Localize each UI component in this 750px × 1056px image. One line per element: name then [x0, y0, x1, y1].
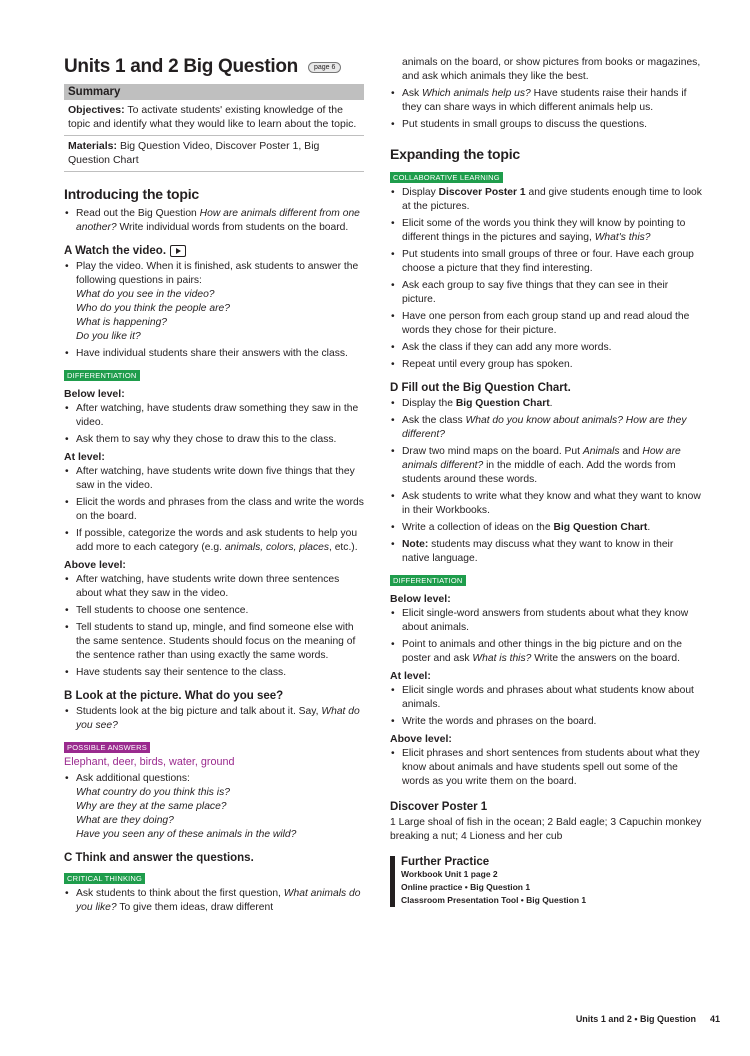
- list-item: [390, 445, 702, 487]
- list-item: [64, 705, 364, 733]
- list-item: [64, 260, 364, 344]
- text: Write the answers on the board.: [531, 653, 680, 664]
- text: Display: [402, 187, 439, 198]
- list-item: • Elicit the words and phrases from the class and write the words on the board.: [64, 496, 364, 524]
- at-level-label: At level:: [64, 451, 105, 463]
- think-list-cont: [390, 87, 702, 132]
- further-practice-heading: Further Practice: [401, 856, 490, 868]
- text: Read out the Big Question: [76, 208, 200, 219]
- text: Write individual words from students on the board.: [116, 222, 349, 233]
- watch-heading-text: A Watch the video.: [64, 245, 167, 257]
- list-item: [390, 521, 702, 535]
- page-reference-badge: page 6: [308, 62, 341, 73]
- collaborative-learning-tag: COLLABORATIVE LEARNING: [390, 172, 503, 183]
- text: animals, colors, places: [224, 542, 329, 553]
- text: What do you see?: [76, 706, 360, 731]
- list-item: • Tell students to stand up, mingle, and find someone else with the same sentence. Students should focus on the meaning of the sentence rather than using exactly the same words.: [64, 621, 364, 663]
- further-practice-line: Classroom Presentation Tool • Big Question 1: [401, 895, 587, 905]
- objectives-label: Objectives:: [68, 104, 125, 116]
- list-item: • Ask the class if they can add any more words.: [390, 341, 702, 355]
- text: .: [549, 398, 553, 409]
- list-item: • Elicit phrases and short sentences from students about what they know about animals and have students spell out some of the words as you write them on the board.: [390, 747, 702, 789]
- text: Big Question Chart: [553, 522, 648, 533]
- title-row: [64, 56, 364, 78]
- question: What do you see in the video?: [76, 289, 215, 300]
- expanding-heading: Expanding the topic: [390, 146, 520, 162]
- below-level-label: Below level:: [64, 388, 125, 400]
- list-item: [64, 772, 364, 842]
- materials-text: Big Question Video, Discover Poster 1, Big Question Chart: [68, 140, 320, 166]
- below-level-list: [390, 607, 702, 666]
- list-item: [390, 538, 702, 566]
- text: Which animals help us?: [422, 88, 531, 99]
- list-item: • Have students say their sentence to the class.: [64, 666, 364, 680]
- at-level-list: [390, 684, 702, 729]
- critical-thinking-tag: CRITICAL THINKING: [64, 873, 145, 884]
- list-item: [390, 87, 702, 115]
- list-item: • Write the words and phrases on the board.: [390, 715, 702, 729]
- list-item: • Ask them to say why they chose to draw this to the class.: [64, 433, 364, 447]
- footer-label: Units 1 and 2 • Big Question: [575, 1014, 696, 1024]
- text: Write a collection of ideas on the: [402, 522, 554, 533]
- list-item: [390, 414, 702, 442]
- differentiation-tag: DIFFERENTIATION: [64, 370, 140, 381]
- poster-text: 1 Large shoal of fish in the ocean; 2 Bald eagle; 3 Capuchin monkey breaking a nut; 4 Lioness and her cub: [390, 817, 702, 842]
- list-item: [390, 397, 702, 411]
- further-practice-box: [390, 856, 702, 907]
- question: Do you like it?: [76, 331, 141, 342]
- further-practice-line: Online practice • Big Question 1: [401, 882, 531, 892]
- at-level-list: [64, 465, 364, 555]
- text: What do you know about animals? How are they different?: [402, 415, 687, 440]
- text: and: [619, 446, 643, 457]
- page-footer: [576, 1014, 720, 1024]
- text: , etc.).: [328, 542, 358, 553]
- text: What animals do you like?: [76, 888, 361, 913]
- possible-answers: Elephant, deer, birds, water, ground: [64, 756, 235, 768]
- further-practice-line: Workbook Unit 1 page 2: [401, 869, 498, 879]
- above-level-label: Above level:: [64, 559, 126, 571]
- text: Animals: [582, 446, 620, 457]
- text: students may discuss what they want to know in their native language.: [402, 539, 674, 564]
- text: Ask students to think about the first question,: [76, 888, 284, 899]
- list-item: [390, 217, 702, 245]
- video-play-icon: [170, 245, 186, 257]
- below-level-list: [64, 402, 364, 447]
- fill-heading: D Fill out the Big Question Chart.: [390, 382, 571, 394]
- question: What country do you think this is?: [76, 787, 230, 798]
- text: Point to animals and other things in the big picture and on the poster and ask: [402, 639, 682, 664]
- right-column: [390, 56, 702, 907]
- objectives-text: To activate students' existing knowledge of the topic and identify what they would like to learn about the topic.: [68, 104, 357, 130]
- text: Draw two mind maps on the board. Put: [402, 446, 583, 457]
- text: How are animals different?: [402, 446, 681, 471]
- text: What is this?: [472, 653, 532, 664]
- list-item: • After watching, have students write down three sentences about what they saw in the video.: [64, 573, 364, 601]
- fill-list: [390, 397, 702, 566]
- introducing-heading: Introducing the topic: [64, 186, 200, 202]
- list-item: [390, 638, 702, 666]
- question: What are they doing?: [76, 815, 174, 826]
- text: in the middle of each. Add the words from students around these words.: [402, 460, 676, 485]
- list-item: • Have individual students share their answers with the class.: [64, 347, 364, 361]
- above-level-list: [64, 573, 364, 680]
- list-item: • After watching, have students write down five things that they saw in the video.: [64, 465, 364, 493]
- text: and give students enough time to look at the pictures.: [402, 187, 702, 212]
- text: To give them ideas, draw different: [116, 902, 274, 913]
- list-item: [64, 207, 364, 235]
- look-list-2: [64, 772, 364, 842]
- big-question-text: How are animals different from one another?: [76, 208, 360, 233]
- list-item: [390, 186, 702, 214]
- question: What is happening?: [76, 317, 168, 328]
- text: .: [647, 522, 651, 533]
- introducing-list: [64, 207, 364, 235]
- differentiation-tag-right: DIFFERENTIATION: [390, 575, 466, 586]
- look-heading: B Look at the picture. What do you see?: [64, 690, 284, 702]
- think-continuation: animals on the board, or show pictures from books or magazines, and ask which animals they like the best.: [402, 57, 701, 82]
- below-level-label: Below level:: [390, 593, 451, 605]
- summary-box: [64, 84, 364, 172]
- list-item: • Tell students to choose one sentence.: [64, 604, 364, 618]
- list-item: [64, 527, 364, 555]
- text: If possible, categorize the words and ask students to help you add more to each category (e.g.: [76, 528, 358, 553]
- think-heading: C Think and answer the questions.: [64, 852, 254, 864]
- list-item: [64, 887, 364, 915]
- list-item: • Repeat until every group has spoken.: [390, 358, 702, 372]
- text: What's this?: [594, 232, 651, 243]
- list-item: • Elicit single words and phrases about what students know about animals.: [390, 684, 702, 712]
- list-item: • After watching, have students draw something they saw in the video.: [64, 402, 364, 430]
- list-item: • Put students into small groups of three or four. Have each group choose a picture that they find interesting.: [390, 248, 702, 276]
- watch-list: [64, 260, 364, 361]
- left-column: [64, 56, 364, 918]
- question: Why are they at the same place?: [76, 801, 227, 812]
- list-item: • Put students in small groups to discuss the questions.: [390, 118, 702, 132]
- text: Elicit some of the words you think they will know by pointing to different things in the pictures and saying,: [402, 218, 686, 243]
- text: Ask additional questions:: [76, 773, 190, 784]
- list-item: • Ask students to write what they know and what they want to know in their Workbooks.: [390, 490, 702, 518]
- text: Students look at the big picture and talk about it. Say,: [76, 706, 322, 717]
- text: Play the video. When it is finished, ask students to answer the following questions in pairs:: [76, 261, 359, 286]
- note-label: Note:: [402, 539, 429, 550]
- text: Ask the class: [402, 415, 466, 426]
- question: Have you seen any of these animals in the wild?: [76, 829, 297, 840]
- expanding-list: [390, 186, 702, 372]
- text: Big Question Chart: [455, 398, 550, 409]
- look-list: [64, 705, 364, 733]
- page-title: Units 1 and 2 Big Question: [64, 56, 298, 77]
- page-number: 41: [709, 1014, 720, 1024]
- text: Discover Poster 1: [438, 187, 526, 198]
- watch-heading: [64, 245, 364, 257]
- think-list: [64, 887, 364, 915]
- list-item: • Ask each group to say five things that they can see in their picture.: [390, 279, 702, 307]
- text: Display the: [402, 398, 456, 409]
- at-level-label: At level:: [390, 670, 431, 682]
- text: Ask: [402, 88, 423, 99]
- objectives-row: [64, 100, 364, 135]
- materials-label: Materials:: [68, 140, 118, 152]
- summary-heading: Summary: [64, 84, 364, 100]
- list-item: • Elicit single-word answers from students about what they know about animals.: [390, 607, 702, 635]
- question: Who do you think the people are?: [76, 303, 230, 314]
- list-item: • Have one person from each group stand up and read aloud the words they chose for their picture.: [390, 310, 702, 338]
- above-level-list: [390, 747, 702, 789]
- above-level-label: Above level:: [390, 733, 452, 745]
- poster-heading: Discover Poster 1: [390, 801, 488, 813]
- text: Have students raise their hands if they can share ways in which different animals help us.: [402, 88, 687, 113]
- materials-row: [64, 135, 364, 171]
- possible-answers-tag: POSSIBLE ANSWERS: [64, 742, 150, 753]
